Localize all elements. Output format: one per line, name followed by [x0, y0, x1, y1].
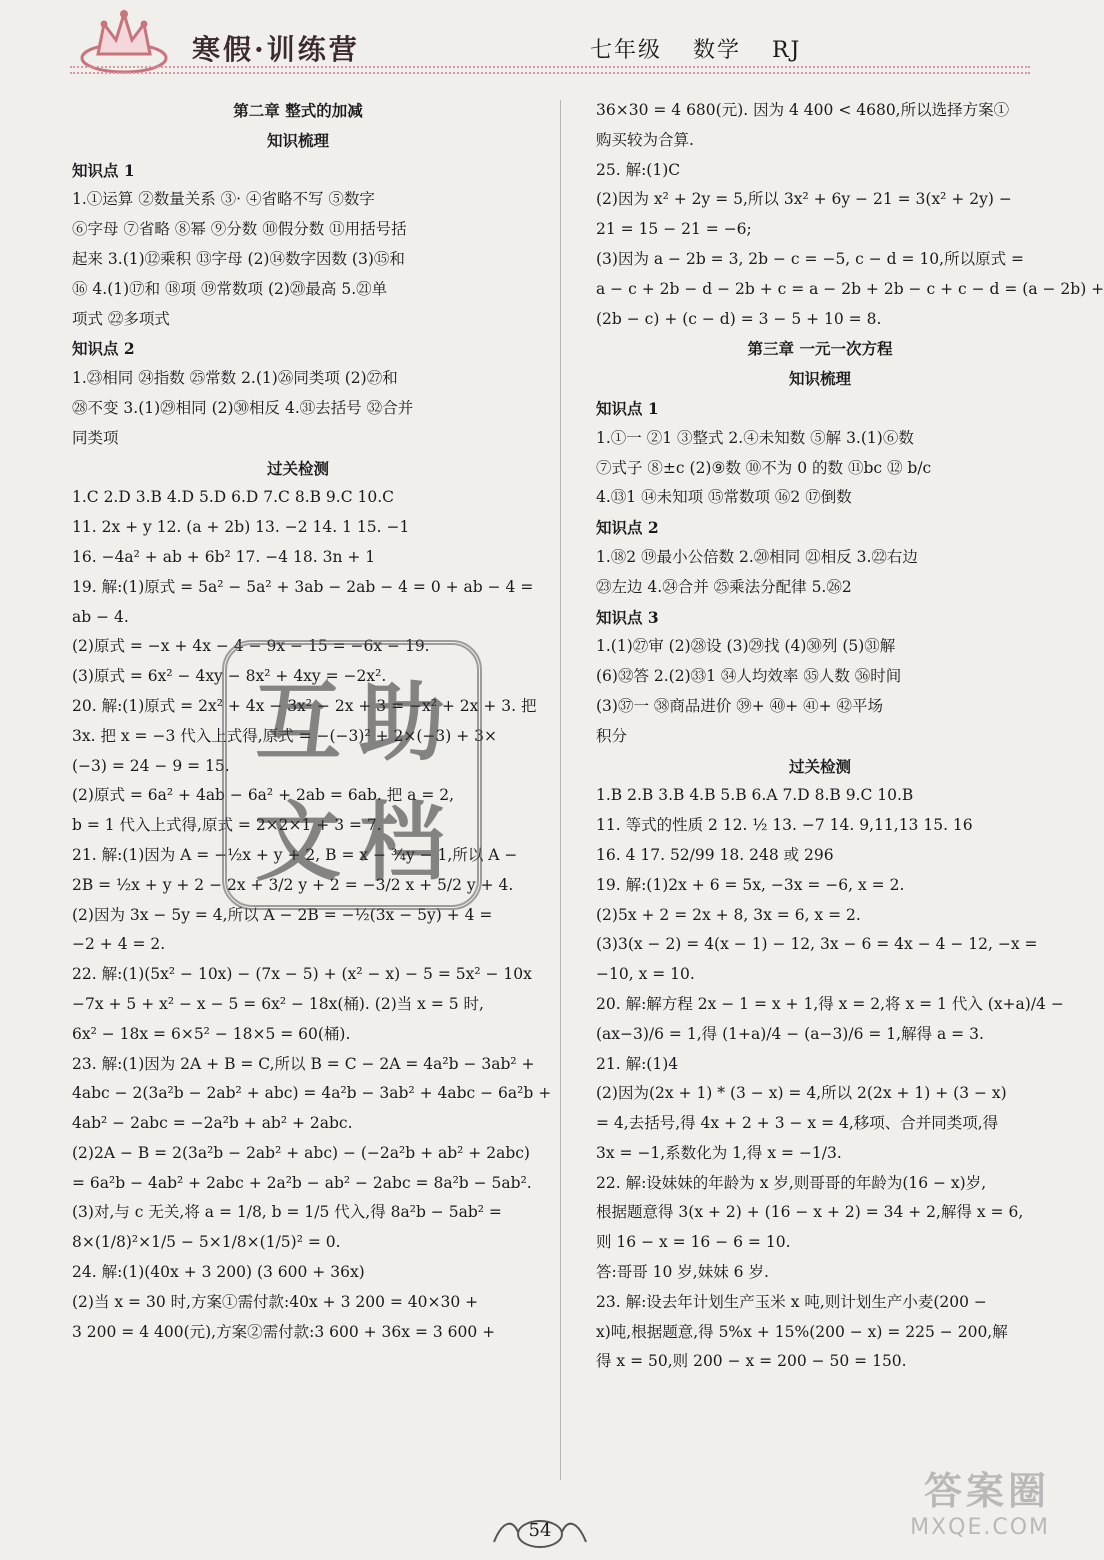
answer-line: 11. 等式的性质 2 12. ½ 13. −7 14. 9,11,13 15. 16 — [596, 816, 973, 835]
answer-line: (3)3(x − 2) = 4(x − 1) − 12, 3x − 6 = 4x − 4 − 12, −x = — [596, 935, 1038, 954]
answer-line: (3)因为 a − 2b = 3, 2b − c = −5, c − d = 10,所以原式 = — [596, 249, 1025, 268]
watermark-stamp-char: 文 — [255, 792, 341, 893]
answer-line: (2)因为(2x + 1) * (3 − x) = 4,所以 2(2x + 1) + (3 − x) — [596, 1084, 1007, 1103]
section-heading: 知识点 1 — [596, 398, 659, 418]
answer-line: 23. 解:设去年计划生产玉米 x 吨,则计划生产小麦(200 − — [596, 1292, 987, 1311]
answer-line: 得 x = 50,则 200 − x = 200 − 50 = 150. — [596, 1352, 907, 1371]
answer-line: (2)2A − B = 2(3a²b − 2ab² + abc) − (−2a²b + ab² + 2abc) — [72, 1143, 530, 1162]
watermark-stamp — [222, 640, 482, 910]
answer-line: 同类项 — [72, 428, 119, 447]
answer-line: 21. 解:(1)4 — [596, 1054, 679, 1073]
answer-line: (3)对,与 c 无关,将 a = 1/8, b = 1/5 代入,得 8a²b − 5ab² = — [72, 1203, 502, 1222]
answer-line: (2)原式 = 6a² + 4ab − 6a² + 2ab = 6ab. 把 a = 2, — [72, 786, 455, 805]
page-number: 54 — [528, 1520, 552, 1541]
answer-line: 36×30 = 4 680(元). 因为 4 400 < 4680,所以选择方案① — [596, 101, 1010, 119]
answer-line: (2)因为 x² + 2y = 5,所以 3x² + 6y − 21 = 3(x² + 2y) − — [596, 190, 1012, 209]
section-heading: 第二章 整式的加减 — [233, 101, 363, 120]
answer-line: ⑯ 4.(1)⑰和 ⑱项 ⑲常数项 (2)⑳最高 5.㉑单 — [72, 279, 388, 298]
section-heading: 第三章 一元一次方程 — [747, 339, 893, 359]
answer-line: 4ab² − 2abc = −2a²b + ab² + 2abc. — [72, 1114, 353, 1133]
answer-line: −10, x = 10. — [596, 965, 695, 984]
answer-line: 8×(1/8)²×1/5 − 5×1/8×(1/5)² = 0. — [72, 1233, 341, 1252]
answer-line: (2)原式 = −x + 4x − 4 − 9x − 15 = −6x − 19. — [72, 637, 430, 656]
section-heading: 知识点 2 — [596, 518, 659, 538]
answer-line: −2 + 4 = 2. — [72, 935, 166, 954]
answer-line: 3x. 把 x = −3 代入上式得,原式 = −(−3)² + 2×(−3) + 3× — [72, 726, 497, 745]
answer-line: 6x² − 18x = 6×5² − 18×5 = 60(桶). — [72, 1024, 351, 1043]
section-heading: 过关检测 — [266, 458, 329, 478]
answer-line: 23. 解:(1)因为 2A + B = C,所以 B = C − 2A = 4a²b − 3ab² + — [72, 1054, 535, 1073]
answer-line: 则 16 − x = 16 − 6 = 10. — [596, 1233, 791, 1252]
answer-line: 1.①运算 ②数量关系 ③· ④省略不写 ⑤数字 — [72, 190, 375, 209]
watermark-corner-title: 答案圈 — [923, 1469, 1050, 1513]
answer-line: 3x = −1,系数化为 1,得 x = −1/3. — [596, 1143, 842, 1162]
answer-line: 25. 解:(1)C — [596, 160, 681, 179]
answer-line: 答:哥哥 10 岁,妹妹 6 岁. — [596, 1263, 769, 1282]
answer-line: 项式 ㉒多项式 — [72, 309, 170, 328]
header-grade-subject: 七年级 数学 RJ — [590, 38, 802, 63]
answer-line: 3 200 = 4 400(元),方案②需付款:3 600 + 36x = 3 600 + — [72, 1322, 496, 1341]
answer-line: (3)㊲一 ㊳商品进价 ㊴+ ㊵+ ㊶+ ㊷平场 — [596, 696, 884, 715]
section-heading: 过关检测 — [788, 756, 851, 776]
answer-line: 21. 解:(1)因为 A = −½x + y + 2, B = x − ¾y − 1,所以 A − — [72, 845, 518, 864]
answer-column-right — [596, 96, 1104, 1377]
section-heading: 知识点 1 — [72, 160, 135, 180]
watermark-corner-url: MXQE.COM — [910, 1515, 1050, 1540]
answer-line: ⑦式子 ⑧±c (2)⑨数 ⑩不为 0 的数 ⑪bc ⑫ b/c — [596, 458, 932, 477]
answer-line: 20. 解:解方程 2x − 1 = x + 1,得 x = 2,将 x = 1 代入 (x+a)/4 − — [596, 994, 1064, 1013]
answer-line: 11. 2x + y 12. (a + 2b) 13. −2 14. 1 15. −1 — [72, 518, 410, 537]
section-heading: 知识点 3 — [596, 607, 659, 627]
answer-line: (−3) = 24 − 9 = 15. — [72, 756, 230, 775]
answer-line: 积分 — [596, 726, 628, 745]
answer-line: 19. 解:(1)2x + 6 = 5x, −3x = −6, x = 2. — [596, 875, 905, 894]
answer-line: 1.C 2.D 3.B 4.D 5.D 6.D 7.C 8.B 9.C 10.C — [72, 488, 395, 507]
answer-line: 22. 解:设妹妹的年龄为 x 岁,则哥哥的年龄为(16 − x)岁, — [596, 1173, 987, 1192]
page-footer — [0, 1500, 1080, 1560]
answer-line: 21 = 15 − 21 = −6; — [596, 220, 752, 239]
answer-line: a − c + 2b − d − 2b + c = a − 2b + 2b − c + c − d = (a − 2b) + — [596, 279, 1104, 298]
answer-line: −7x + 5 + x² − x − 5 = 6x² − 18x(桶). (2)当 x = 5 时, — [72, 994, 484, 1013]
answer-line: 购买较为合算. — [596, 130, 694, 149]
page-header — [0, 0, 1080, 92]
answer-line: = 6a²b − 4ab² + 2abc + 2a²b − ab² − 2abc = 8a²b − 5ab². — [72, 1173, 532, 1192]
answer-line: 4abc − 2(3a²b − 2ab² + abc) = 4a²b − 3ab² + 4abc − 6a²b + — [72, 1084, 552, 1103]
header-rule-top — [70, 66, 1030, 68]
answer-line: 起来 3.(1)⑫乘积 ⑬字母 (2)⑭数字因数 (3)⑮和 — [72, 249, 405, 268]
answer-line: ab − 4. — [72, 607, 129, 626]
answer-line: ㉓左边 4.㉔合并 ㉕乘法分配律 5.㉖2 — [596, 577, 852, 596]
answer-line: (ax−3)/6 = 1,得 (1+a)/4 − (a−3)/6 = 1,解得 a = 3. — [596, 1024, 984, 1043]
answer-line: 24. 解:(1)(40x + 3 200) (3 600 + 36x) — [72, 1263, 365, 1282]
answer-line: ㉘不变 3.(1)㉙相同 (2)㉚相反 4.㉛去括号 ㉜合并 — [72, 398, 414, 417]
header-brand: 寒假·训练营 — [192, 33, 360, 66]
answer-line: x)吨,根据题意,得 5%x + 15%(200 − x) = 225 − 200,解 — [596, 1322, 1008, 1341]
answer-line: 1.(1)㉗审 (2)㉘设 (3)㉙找 (4)㉚列 (5)㉛解 — [596, 637, 896, 656]
answer-line: (2)当 x = 30 时,方案①需付款:40x + 3 200 = 40×30 + — [72, 1292, 479, 1311]
answer-line: (6)㉜答 2.(2)㉝1 ㉞人均效率 ㉟人数 ㊱时间 — [596, 667, 902, 686]
answer-line: 22. 解:(1)(5x² − 10x) − (7x − 5) + (x² − x) − 5 = 5x² − 10x — [72, 965, 532, 984]
answer-line: 19. 解:(1)原式 = 5a² − 5a² + 3ab − 2ab − 4 = 0 + ab − 4 = — [72, 577, 534, 596]
answer-line: 根据题意得 3(x + 2) + (16 − x + 2) = 34 + 2,解得 x = 6, — [596, 1203, 1024, 1222]
answer-line: (2b − c) + (c − d) = 3 − 5 + 10 = 8. — [596, 309, 882, 328]
answer-line: b = 1 代入上式得,原式 = 2×2×1 + 3 = 7. — [72, 816, 382, 835]
watermark-stamp-char: 档 — [359, 792, 445, 893]
answer-line: 16. 4 17. 52/99 18. 248 或 296 — [596, 845, 834, 864]
answer-line: 1.B 2.B 3.B 4.B 5.B 6.A 7.D 8.B 9.C 10.B — [596, 786, 914, 805]
answer-line: (2)因为 3x − 5y = 4,所以 A − 2B = −½(3x − 5y) + 4 = — [72, 905, 493, 924]
answer-line: 1.①一 ②1 ③整式 2.④未知数 ⑤解 3.(1)⑥数 — [596, 428, 914, 447]
section-heading: 知识梳理 — [266, 130, 329, 150]
answer-line: (3)原式 = 6x² − 4xy − 8x² + 4xy = −2x². — [72, 667, 387, 686]
answer-line: 16. −4a² + ab + 6b² 17. −4 18. 3n + 1 — [72, 547, 376, 566]
section-heading: 知识梳理 — [788, 369, 851, 389]
answer-line: 4.⑬1 ⑭未知项 ⑮常数项 ⑯2 ⑰倒数 — [596, 488, 852, 507]
header-rule-bottom — [70, 72, 1030, 74]
answer-line: ⑥字母 ⑦省略 ⑧幂 ⑨分数 ⑩假分数 ⑪用括号括 — [72, 220, 407, 239]
answer-line: = 4,去括号,得 4x + 2 + 3 − x = 4,移项、合并同类项,得 — [596, 1114, 999, 1133]
answer-line: 2B = ½x + y + 2 − 2x + 3/2 y + 2 = −3/2 x + 5/2 y + 4. — [72, 875, 514, 894]
answer-line: 1.㉓相同 ㉔指数 ㉕常数 2.(1)㉖同类项 (2)㉗和 — [72, 369, 398, 388]
answer-line: (2)5x + 2 = 2x + 8, 3x = 6, x = 2. — [596, 905, 861, 924]
answer-line: 20. 解:(1)原式 = 2x² + 4x − 3x² − 2x + 3 = −x² + 2x + 3. 把 — [72, 696, 537, 715]
watermark-stamp-char: 助 — [359, 672, 445, 773]
section-heading: 知识点 2 — [72, 339, 135, 359]
column-divider — [560, 100, 561, 1480]
answer-line: 1.⑱2 ⑲最小公倍数 2.⑳相同 ㉑相反 3.㉒右边 — [596, 547, 918, 566]
watermark-stamp-char: 互 — [255, 672, 341, 773]
